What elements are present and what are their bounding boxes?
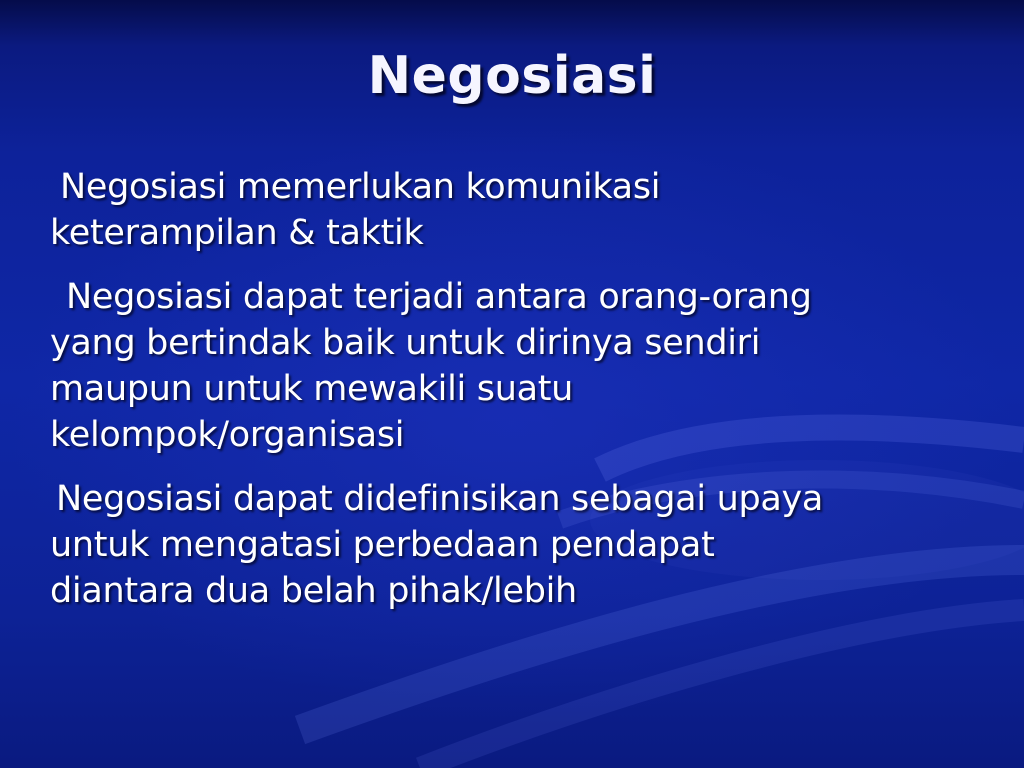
slide-body (50, 164, 1000, 632)
paragraph-3: Negosiasi dapat didefinisikan sebagai upaya untuk mengatasi perbedaan pendapat diantara dua belah pihak/lebih (50, 479, 824, 611)
paragraph-1: Negosiasi memerlukan komunikasi keterampilan & taktik (50, 167, 661, 253)
slide-title: Negosiasi (367, 46, 657, 106)
paragraph-2: Negosiasi dapat terjadi antara orang-orang yang bertindak baik untuk dirinya sendiri maupun untuk mewakili suatu kelompok/organisasi (50, 277, 812, 455)
